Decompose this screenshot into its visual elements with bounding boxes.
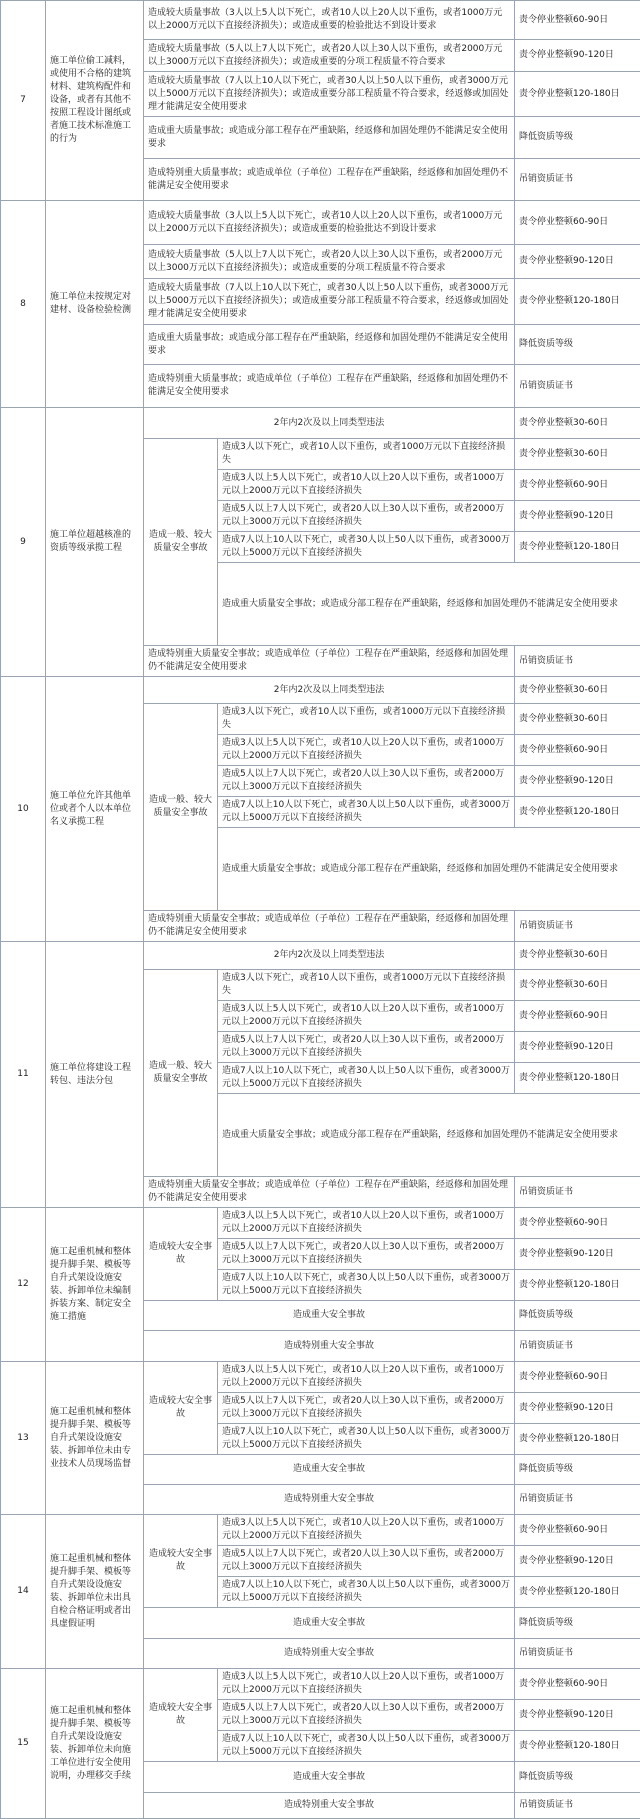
penalty-text: 责令停业整顿60-90日	[515, 1, 640, 40]
penalty-text: 吊销资质证书	[515, 1793, 640, 1819]
accident-category: 造成一般、较大质量安全事故	[144, 970, 218, 1177]
condition-heading: 2年内2次及以上同类型违法	[144, 677, 515, 704]
accident-category: 造成较大安全事故	[144, 1362, 218, 1455]
condition-heading: 造成特别重大安全事故	[144, 1331, 515, 1362]
condition-text: 造成较大质量事故（7人以上10人以下死亡，或者30人以上50人以下重伤，或者3000万元以上5000万元以下直接经济损失）；或造成重要分部工程质量不符合要求，经返修或加固处理才能满足安全使用要求	[144, 72, 515, 117]
penalty-text: 责令停业整顿90-120日	[515, 245, 640, 279]
condition-heading: 2年内2次及以上同类型违法	[144, 942, 515, 970]
condition-text: 造成5人以上7人以下死亡，或者20人以上30人以下重伤，或者2000万元以上3000万元以下直接经济损失	[218, 501, 515, 532]
condition-text: 造成7人以上10人以下死亡，或者30人以上50人以下重伤，或者3000万元以上5000万元以下直接经济损失	[218, 1270, 515, 1301]
penalty-text: 责令停业整顿30-60日	[515, 704, 640, 735]
penalty-text: 责令停业整顿60-90日	[515, 470, 640, 501]
penalty-text: 责令停业整顿120-180日	[515, 1270, 640, 1301]
condition-text: 造成较大质量事故（5人以上7人以下死亡，或者20人以上30人以下重伤，或者2000万元以上3000万元以下直接经济损失）；或造成重要的分项工程质量不符合要求	[144, 40, 515, 72]
condition-text: 造成特别重大质量安全事故；或造成单位（子单位）工程存在严重缺陷，经返修和加固处理仍不能满足安全使用要求	[144, 646, 515, 677]
penalty-text: 吊销资质证书	[515, 911, 640, 942]
condition-text: 造成较大质量事故（3人以上5人以下死亡，或者10人以上20人以下重伤，或者1000万元以上2000万元以下直接经济损失）；或造成重要的检验批达不到设计要求	[144, 201, 515, 245]
table-row	[1, 1515, 640, 1546]
condition-text: 造成较大质量事故（3人以上5人以下死亡，或者10人以上20人以下重伤，或者1000万元以上2000万元以下直接经济损失）；或造成重要的检验批达不到设计要求	[144, 1, 515, 40]
condition-text: 造成较大质量事故（7人以上10人以下死亡，或者30人以上50人以下重伤，或者3000万元以上5000万元以下直接经济损失）；或造成重要分部工程质量不符合要求，经返修或加固处理才能满足安全使用要求	[144, 279, 515, 325]
condition-heading: 造成重大安全事故	[144, 1762, 515, 1793]
table-row	[1, 1669, 640, 1700]
row-number: 13	[1, 1362, 46, 1515]
penalty-text: 责令停业整顿60-90日	[515, 735, 640, 766]
condition-text: 造成7人以上10人以下死亡，或者30人以上50人以下重伤，或者3000万元以上5000万元以下直接经济损失	[218, 1731, 515, 1762]
penalty-text: 吊销资质证书	[515, 1331, 640, 1362]
condition-text: 造成特别重大质量安全事故；或造成单位（子单位）工程存在严重缺陷，经返修和加固处理仍不能满足安全使用要求	[144, 911, 515, 942]
condition-text: 造成5人以上7人以下死亡，或者20人以上30人以下重伤，或者2000万元以上3000万元以下直接经济损失	[218, 766, 515, 797]
condition-text: 造成7人以上10人以下死亡，或者30人以上50人以下重伤，或者3000万元以上5000万元以下直接经济损失	[218, 1424, 515, 1455]
penalty-text: 责令停业整顿120-180日	[515, 1731, 640, 1762]
condition-text: 造成3人以上5人以下死亡，或者10人以上20人以下重伤，或者1000万元以上2000万元以下直接经济损失	[218, 735, 515, 766]
condition-heading: 2年内2次及以上同类型违法	[144, 408, 515, 439]
penalty-text: 责令停业整顿120-180日	[515, 72, 640, 117]
violation-description: 施工起重机械和整体提升脚手架、模板等自升式架设设施安装、拆卸单位未出具自检合格证明或者出具虚假证明	[46, 1515, 144, 1669]
condition-heading: 造成特别重大安全事故	[144, 1639, 515, 1669]
row-number: 11	[1, 942, 46, 1208]
penalty-text: 责令停业整顿60-90日	[515, 1001, 640, 1032]
penalty-text: 责令停业整顿120-180日	[515, 279, 640, 325]
penalty-text: 降低资质等级	[515, 325, 640, 365]
row-number: 14	[1, 1515, 46, 1669]
penalty-text: 责令停业整顿60-90日	[515, 1362, 640, 1393]
violation-description: 施工起重机械和整体提升脚手架、模板等自升式架设设施安装、拆卸单位未编制拆装方案、制定安全施工措施	[46, 1208, 144, 1362]
accident-category: 造成一般、较大质量安全事故	[144, 439, 218, 646]
condition-text: 造成5人以上7人以下死亡，或者20人以上30人以下重伤，或者2000万元以上3000万元以下直接经济损失	[218, 1700, 515, 1731]
condition-text: 造成3人以下死亡，或者10人以下重伤，或者1000万元以下直接经济损失	[218, 704, 515, 735]
condition-text: 造成重大质量安全事故；或造成分部工程存在严重缺陷，经返修和加固处理仍不能满足安全使用要求	[218, 828, 640, 911]
penalty-text: 责令停业整顿90-120日	[515, 1700, 640, 1731]
condition-text: 造成3人以下死亡，或者10人以下重伤，或者1000万元以下直接经济损失	[218, 439, 515, 470]
penalty-text: 责令停业整顿60-90日	[515, 201, 640, 245]
condition-text: 造成3人以上5人以下死亡，或者10人以上20人以下重伤，或者1000万元以上2000万元以下直接经济损失	[218, 470, 515, 501]
penalty-text: 责令停业整顿30-60日	[515, 970, 640, 1001]
condition-heading: 造成重大安全事故	[144, 1301, 515, 1331]
violation-description: 施工起重机械和整体提升脚手架、模板等自升式架设设施安装、拆卸单位未由专业技术人员现场监督	[46, 1362, 144, 1515]
penalty-text: 吊销资质证书	[515, 365, 640, 408]
condition-text: 造成重大质量事故；或造成分部工程存在严重缺陷，经返修和加固处理仍不能满足安全使用要求	[144, 117, 515, 159]
row-number: 7	[1, 1, 46, 201]
penalty-text: 责令停业整顿30-60日	[515, 942, 640, 970]
row-number: 8	[1, 201, 46, 408]
condition-heading: 造成重大安全事故	[144, 1608, 515, 1639]
violation-description: 施工单位未按规定对建材、设备检验检测	[46, 201, 144, 408]
row-number: 15	[1, 1669, 46, 1819]
penalty-table-body	[1, 1, 640, 1819]
penalty-text: 责令停业整顿30-60日	[515, 677, 640, 704]
condition-text: 造成特别重大质量安全事故；或造成单位（子单位）工程存在严重缺陷，经返修和加固处理仍不能满足安全使用要求	[144, 1177, 515, 1208]
violation-description: 施工单位偷工减料，或使用不合格的建筑材料、建筑构配件和设备，或者有其他不按照工程设计图纸或者施工技术标准施工的行为	[46, 1, 144, 201]
condition-text: 造成5人以上7人以下死亡，或者20人以上30人以下重伤，或者2000万元以上3000万元以下直接经济损失	[218, 1393, 515, 1424]
penalty-text: 降低资质等级	[515, 117, 640, 159]
penalty-text: 降低资质等级	[515, 1455, 640, 1485]
condition-text: 造成7人以上10人以下死亡，或者30人以上50人以下重伤，或者3000万元以上5000万元以下直接经济损失	[218, 797, 515, 828]
penalty-text: 责令停业整顿30-60日	[515, 408, 640, 439]
violation-description: 施工单位允许其他单位或者个人以本单位名义承揽工程	[46, 677, 144, 942]
violation-description: 施工起重机械和整体提升脚手架、模板等自升式架设设施安装、拆卸单位未向施工单位进行安全使用说明，办理移交手续	[46, 1669, 144, 1819]
condition-text: 造成3人以上5人以下死亡，或者10人以上20人以下重伤，或者1000万元以上2000万元以下直接经济损失	[218, 1208, 515, 1239]
condition-text: 造成重大质量安全事故；或造成分部工程存在严重缺陷，经返修和加固处理仍不能满足安全使用要求	[218, 1094, 640, 1177]
penalty-text: 责令停业整顿120-180日	[515, 797, 640, 828]
condition-heading: 造成重大安全事故	[144, 1455, 515, 1485]
penalty-text: 责令停业整顿120-180日	[515, 532, 640, 563]
condition-text: 造成5人以上7人以下死亡，或者20人以上30人以下重伤，或者2000万元以上3000万元以下直接经济损失	[218, 1239, 515, 1270]
penalty-text: 吊销资质证书	[515, 1485, 640, 1515]
condition-heading: 造成特别重大安全事故	[144, 1793, 515, 1819]
table-row	[1, 942, 640, 970]
penalty-text: 责令停业整顿30-60日	[515, 439, 640, 470]
table-row	[1, 677, 640, 704]
accident-category: 造成一般、较大质量安全事故	[144, 704, 218, 911]
condition-text: 造成3人以上5人以下死亡，或者10人以上20人以下重伤，或者1000万元以上2000万元以下直接经济损失	[218, 1669, 515, 1700]
table-row	[1, 1208, 640, 1239]
condition-text: 造成3人以上5人以下死亡，或者10人以上20人以下重伤，或者1000万元以上2000万元以下直接经济损失	[218, 1515, 515, 1546]
condition-text: 造成重大质量安全事故；或造成分部工程存在严重缺陷，经返修和加固处理仍不能满足安全使用要求	[218, 563, 640, 646]
penalty-text: 责令停业整顿120-180日	[515, 1577, 640, 1608]
penalty-text: 吊销资质证书	[515, 646, 640, 677]
condition-text: 造成5人以上7人以下死亡，或者20人以上30人以下重伤，或者2000万元以上3000万元以下直接经济损失	[218, 1032, 515, 1063]
accident-category: 造成较大安全事故	[144, 1208, 218, 1301]
penalty-text: 责令停业整顿90-120日	[515, 766, 640, 797]
table-row	[1, 1, 640, 40]
penalty-text: 吊销资质证书	[515, 1177, 640, 1208]
penalty-text: 责令停业整顿90-120日	[515, 501, 640, 532]
penalty-text: 吊销资质证书	[515, 159, 640, 201]
condition-text: 造成特别重大质量事故；或造成单位（子单位）工程存在严重缺陷，经返修和加固处理仍不能满足安全使用要求	[144, 365, 515, 408]
condition-text: 造成5人以上7人以下死亡，或者20人以上30人以下重伤，或者2000万元以上3000万元以下直接经济损失	[218, 1546, 515, 1577]
violation-description: 施工单位超越核准的资质等级承揽工程	[46, 408, 144, 677]
condition-text: 造成3人以上5人以下死亡，或者10人以上20人以下重伤，或者1000万元以上2000万元以下直接经济损失	[218, 1001, 515, 1032]
condition-heading: 造成特别重大安全事故	[144, 1485, 515, 1515]
penalty-text: 责令停业整顿120-180日	[515, 1063, 640, 1094]
condition-text: 造成7人以上10人以下死亡，或者30人以上50人以下重伤，或者3000万元以上5000万元以下直接经济损失	[218, 1063, 515, 1094]
penalty-text: 责令停业整顿60-90日	[515, 1669, 640, 1700]
penalty-text: 责令停业整顿90-120日	[515, 40, 640, 72]
condition-text: 造成7人以上10人以下死亡，或者30人以上50人以下重伤，或者3000万元以上5000万元以下直接经济损失	[218, 1577, 515, 1608]
accident-category: 造成较大安全事故	[144, 1515, 218, 1608]
penalty-text: 责令停业整顿90-120日	[515, 1393, 640, 1424]
condition-text: 造成较大质量事故（5人以上7人以下死亡，或者20人以上30人以下重伤，或者2000万元以上3000万元以下直接经济损失）；或造成重要的分项工程质量不符合要求	[144, 245, 515, 279]
row-number: 12	[1, 1208, 46, 1362]
penalty-text: 降低资质等级	[515, 1301, 640, 1331]
condition-text: 造成7人以上10人以下死亡，或者30人以上50人以下重伤，或者3000万元以上5000万元以下直接经济损失	[218, 532, 515, 563]
penalty-text: 责令停业整顿60-90日	[515, 1208, 640, 1239]
penalty-text: 责令停业整顿120-180日	[515, 1424, 640, 1455]
row-number: 9	[1, 408, 46, 677]
violation-description: 施工单位将建设工程转包、违法分包	[46, 942, 144, 1208]
penalty-text: 责令停业整顿90-120日	[515, 1239, 640, 1270]
condition-text: 造成3人以上5人以下死亡，或者10人以上20人以下重伤，或者1000万元以上2000万元以下直接经济损失	[218, 1362, 515, 1393]
penalty-text: 降低资质等级	[515, 1762, 640, 1793]
penalty-text: 责令停业整顿90-120日	[515, 1032, 640, 1063]
penalty-text: 责令停业整顿90-120日	[515, 1546, 640, 1577]
penalty-text: 降低资质等级	[515, 1608, 640, 1639]
table-row	[1, 1362, 640, 1393]
table-row	[1, 408, 640, 439]
condition-text: 造成重大质量事故；或造成分部工程存在严重缺陷，经返修和加固处理仍不能满足安全使用要求	[144, 325, 515, 365]
condition-text: 造成3人以下死亡，或者10人以下重伤，或者1000万元以下直接经济损失	[218, 970, 515, 1001]
penalty-text: 责令停业整顿60-90日	[515, 1515, 640, 1546]
row-number: 10	[1, 677, 46, 942]
accident-category: 造成较大安全事故	[144, 1669, 218, 1762]
condition-text: 造成特别重大质量事故；或造成单位（子单位）工程存在严重缺陷，经返修和加固处理仍不能满足安全使用要求	[144, 159, 515, 201]
table-row	[1, 201, 640, 245]
penalty-text: 吊销资质证书	[515, 1639, 640, 1669]
